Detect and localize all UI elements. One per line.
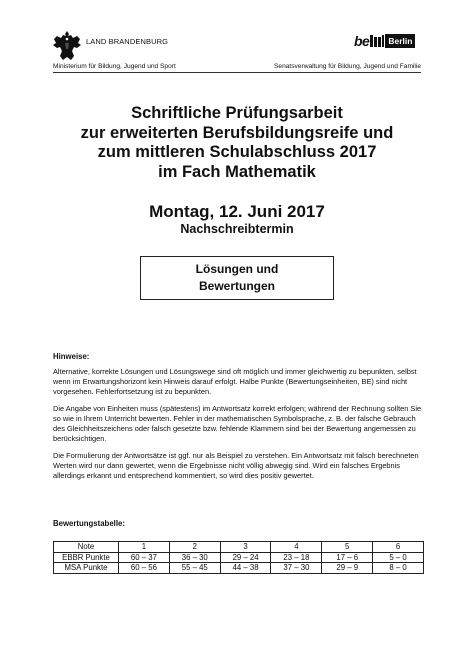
exam-date: Montag, 12. Juni 2017 (149, 202, 325, 221)
solutions-box (140, 256, 334, 300)
table-cell: 36 – 30 (169, 552, 220, 563)
table-row (54, 563, 424, 574)
table-cell: 5 – 0 (373, 552, 424, 563)
berlin-logo-word: Berlin (385, 34, 415, 48)
ministry-berlin: Senatsverwaltung für Bildung, Jugend und Familie (274, 63, 421, 70)
title-line-3: zum mittleren Schulabschluss 2017 (97, 143, 377, 161)
table-cell: 44 – 38 (220, 563, 271, 574)
solutions-box-line-1: Lösungen und (195, 262, 279, 276)
table-cell: 37 – 30 (271, 563, 322, 574)
grade-table-header-row (54, 542, 424, 553)
table-cell: 6 (373, 542, 424, 553)
grade-table-heading: Bewertungstabelle: (53, 519, 125, 528)
title-line-2: zur erweiterten Berufsbildungsreife und (80, 123, 394, 142)
table-cell: 60 – 56 (119, 563, 170, 574)
berlin-logo (354, 33, 415, 49)
table-cell: 8 – 0 (373, 563, 424, 574)
berlin-logo-be: be (354, 33, 370, 49)
table-cell: EBBR Punkte (54, 552, 119, 563)
brandenburg-gate-icon (370, 35, 384, 47)
ministry-brandenburg: Ministerium für Bildung, Jugend und Sport (53, 63, 176, 70)
table-row (54, 552, 424, 563)
title-line-4: im Fach Mathematik (158, 162, 316, 181)
table-cell: 17 – 6 (322, 552, 373, 563)
table-cell: 2 (169, 542, 220, 553)
hinweise-paragraph-3: Die Formulierung der Antwortsätze ist ggf. nur als Beispiel zu verstehen. Ein Antwortsatz mit falsch berechneten Werten wird nur dann gewertet, wenn die Ergebnisse nicht völlig abwegig sind. Wird ein falsches Ergebnis allerdings erkannt und entsprechend kommentiert, so wird dies positiv gewertet. (53, 451, 419, 481)
solutions-box-line-2: Bewertungen (198, 279, 275, 293)
table-cell: 3 (220, 542, 271, 553)
hinweise-paragraph-1: Alternative, korrekte Lösungen und Lösungswege sind oft möglich und immer gleichwertig zu bepunkten, selbst wenn im Erwartungshorizont kein Hinweis darauf erfolgt. Halbe Punkte (Bewertungseinheiten, BE) sind nicht vorgesehen. Fehlerfortsetzung ist zu bepunkten. (53, 367, 417, 397)
hinweise-paragraph-2: Die Angabe von Einheiten muss (spätestens) im Antwortsatz korrekt erfolgen; während der Rechnung sollten Sie so wie in Ihrem Unterricht bewerten. Fehler in der mathematischen Symbolsprache, z. B. der falsche Gebrauch des Gleichheitszeichens oder falsch gesetzte bzw. fehlende Klammern sind bei der Bewertung angemessen zu berücksichtigen. (53, 404, 422, 444)
title-line-1: Schriftliche Prüfungsarbeit (131, 104, 343, 122)
table-cell: 29 – 24 (220, 552, 271, 563)
grade-table (53, 541, 424, 574)
table-cell: MSA Punkte (54, 563, 119, 574)
document-title (53, 104, 421, 182)
exam-subtitle: Nachschreibtermin (180, 222, 294, 236)
table-cell: 29 – 9 (322, 563, 373, 574)
table-cell: 60 – 37 (119, 552, 170, 563)
table-cell: Note (54, 542, 119, 553)
table-cell: 5 (322, 542, 373, 553)
table-cell: 23 – 18 (271, 552, 322, 563)
table-cell: 55 – 45 (169, 563, 220, 574)
table-cell: 1 (119, 542, 170, 553)
state-name: LAND BRANDENBURG (86, 37, 169, 46)
table-cell: 4 (271, 542, 322, 553)
brandenburg-eagle-icon (52, 29, 82, 63)
hinweise-heading: Hinweise: (53, 352, 90, 361)
header-divider (53, 72, 421, 73)
